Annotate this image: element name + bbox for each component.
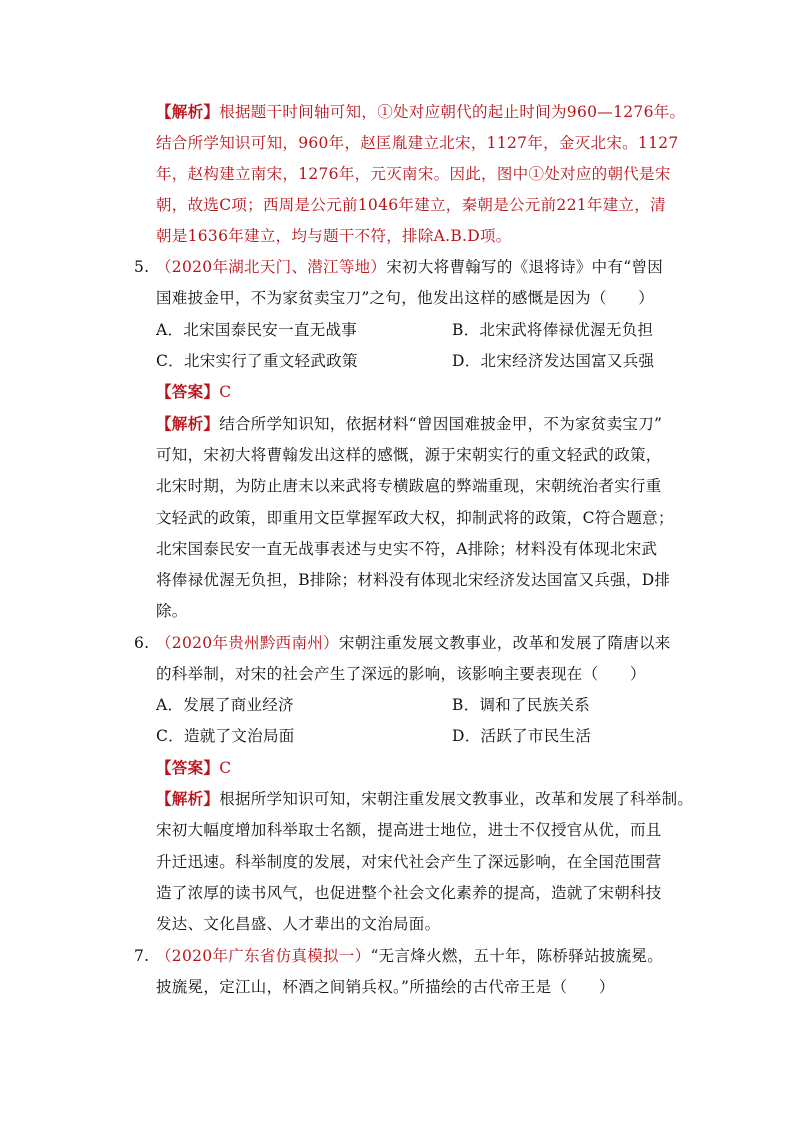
q6-analysis-text-5: 发达、文化昌盛、人才辈出的文治局面。 [156,915,441,933]
q5-analysis-line-3 [156,476,662,496]
q6-analysis-text-4: 造了浓厚的读书风气，也促进整个社会文化素养的提高，造就了宋朝科技 [156,884,662,902]
q7-stem-line-2 [156,977,615,997]
q7-source: （2020年广东省仿真模拟一） [156,947,371,965]
q7-stem-line-1 [134,946,663,966]
q5-analysis-line-4 [156,508,674,528]
q6-stem-line-2 [156,664,646,684]
q5-answer-line [156,382,231,402]
q5-stem-text-1: 宋初大将曹翰写的《退将诗》中有“曾因 [386,258,664,276]
q4-analysis-text-5: 朝是1636年建立，均与题干不符，排除A.B.D项。 [156,227,512,245]
q5-analysis-tag: 【解析】 [156,414,220,433]
q5-analysis-text-4: 文轻武的政策，即重用文臣掌握军政大权，抑制武将的政策，C符合题意； [156,509,674,527]
q6-analysis-text-1: 根据所学知识可知，宋朝注重发展文教事业，改革和发展了科举制。 [219,790,694,808]
q5-option-d[interactable]: D．北宋经济发达国富又兵强 [452,352,655,370]
q4-analysis-text-1: 根据题干时间轴可知，①处对应朝代的起止时间为960—1276年。 [219,103,686,121]
q7-number: 7. [134,947,150,965]
q6-option-a[interactable]: A．发展了商业经济 [156,696,294,714]
q6-stem-text-2: 的科举制，对宋的社会产生了深远的影响，该影响主要表现在（ ） [156,665,646,683]
q4-analysis-text-2: 结合所学知识可知，960年，赵匡胤建立北宋，1127年，金灭北宋。1127 [156,134,679,152]
q6-option-d[interactable]: D．活跃了市民生活 [452,727,592,745]
q5-analysis-line-6 [156,570,670,590]
q6-source: （2020年贵州黔西南州） [156,634,339,652]
q6-answer-line [156,758,231,778]
q6-analysis-line-3 [156,852,662,872]
q6-number: 6. [134,634,150,652]
q5-option-b[interactable]: B．北宋武将俸禄优渥无负担 [452,321,654,339]
q4-analysis-line-1 [156,102,685,122]
q6-answer: C [219,759,232,777]
q4-analysis-line-4 [156,195,666,215]
q6-analysis-line-2 [156,820,662,840]
q6-option-c[interactable]: C．造就了文治局面 [156,727,295,745]
q6-analysis-line-4 [156,883,662,903]
q5-option-c[interactable]: C．北宋实行了重文轻武政策 [156,352,358,370]
q4-analysis-line-5 [156,226,512,246]
q5-analysis-text-5: 北宋国泰民安一直无战事表述与史实不符，A排除；材料没有体现北宋武 [156,540,658,558]
q5-stem-text-2: 国难披金甲，不为家贫卖宝刀”之句，他发出这样的感慨是因为（ ） [156,289,655,307]
q6-analysis-text-2: 宋初大幅度增加科举取士名额，提高进士地位，进士不仅授官从优，而且 [156,821,662,839]
q5-analysis-line-5 [156,539,657,559]
q5-option-a[interactable]: A．北宋国泰民安一直无战事 [156,321,358,339]
q4-analysis-tag: 【解析】 [156,102,220,121]
q5-stem-line-1 [134,257,663,277]
q5-analysis-text-1: 结合所学知识知，依据材料“曾因国难披金甲，不为家贫卖宝刀” [219,415,663,433]
q5-analysis-text-7: 除。 [156,602,188,620]
q7-stem-text-2: 披旒冕，定江山，杯酒之间销兵权。”所描绘的古代帝王是（ ） [156,978,615,996]
q5-number: 5. [134,258,150,276]
q5-analysis-text-2: 可知，宋初大将曹翰发出这样的感慨，源于宋朝实行的重文轻武的政策， [156,446,662,464]
q6-option-b[interactable]: B．调和了民族关系 [452,696,591,714]
q7-stem-text-1: “无言烽火燃，五十年，陈桥驿站披旒冕。 [370,947,664,965]
q6-analysis-text-3: 升迁迅速。科举制度的发展，对宋代社会产生了深远影响，在全国范围营 [156,853,662,871]
q5-analysis-line-1 [156,414,662,434]
q6-analysis-line-1 [156,789,693,809]
q5-source: （2020年湖北天门、潜江等地） [156,258,387,276]
q4-analysis-line-2 [156,133,679,153]
q5-stem-line-2 [156,288,654,308]
q6-analysis-line-5 [156,914,440,934]
q5-answer-tag: 【答案】 [156,382,220,401]
q4-analysis-text-4: 朝，故选C项；西周是公元前1046年建立，秦朝是公元前221年建立，清 [156,196,666,214]
q6-stem-line-1 [134,633,671,653]
q4-analysis-text-3: 年，赵构建立南宋，1276年，元灭南宋。因此，图中①处对应的朝代是宋 [156,165,671,183]
q6-analysis-tag: 【解析】 [156,789,220,808]
q5-analysis-line-7 [156,601,188,621]
q5-analysis-text-6: 将俸禄优渥无负担，B排除；材料没有体现北宋经济发达国富又兵强，D排 [156,571,671,589]
q5-answer: C [219,383,232,401]
q5-analysis-text-3: 北宋时期，为防止唐末以来武将专横跋扈的弊端重现，宋朝统治者实行重 [156,477,662,495]
q6-answer-tag: 【答案】 [156,758,220,777]
q6-stem-text-1: 宋朝注重发展文教事业，改革和发展了隋唐以来 [338,634,671,652]
q5-analysis-line-2 [156,445,662,465]
q4-analysis-line-3 [156,164,671,184]
